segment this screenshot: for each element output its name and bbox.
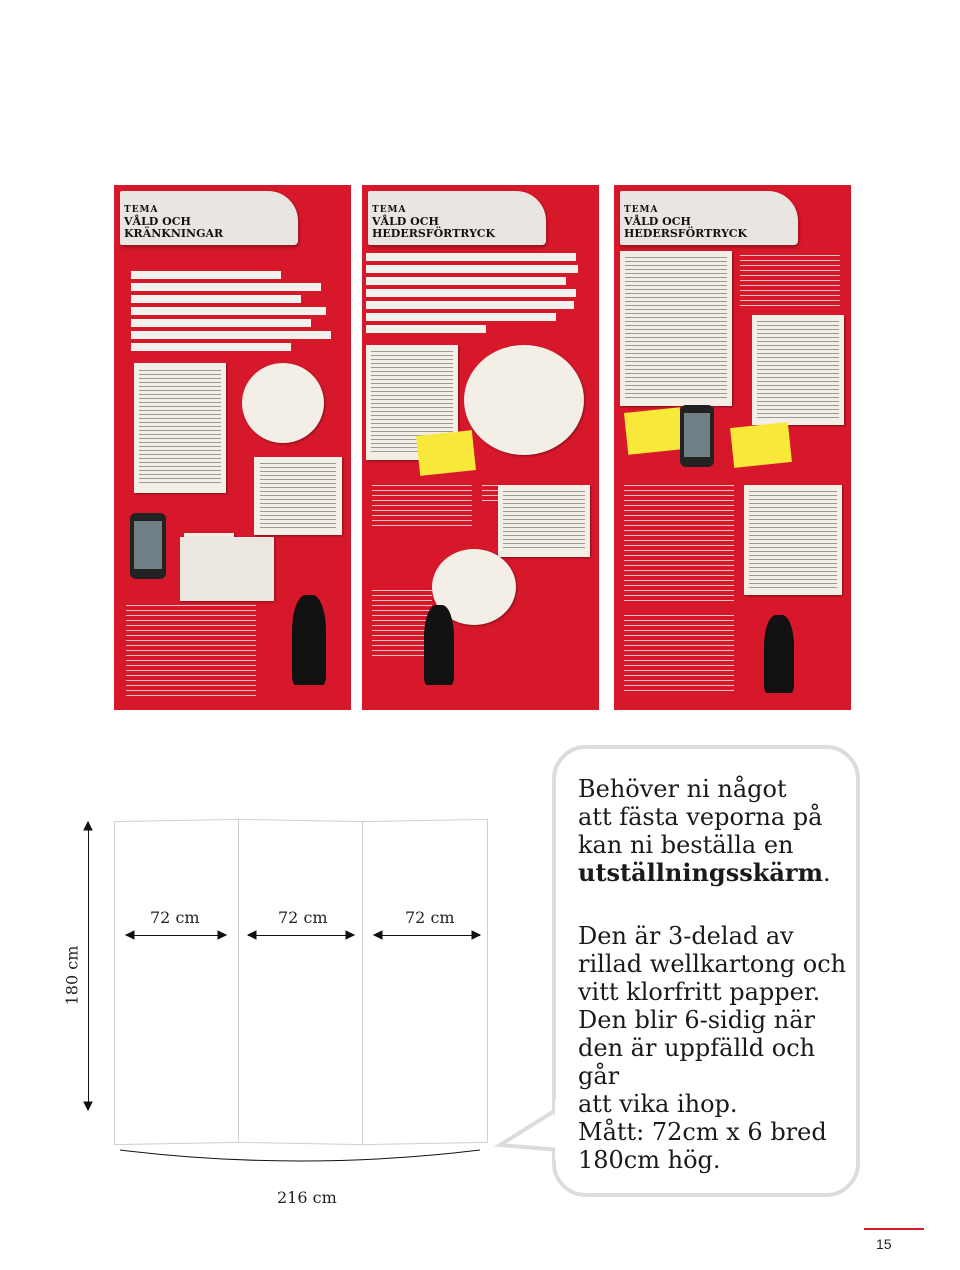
callout-paragraph-2: Den är 3-delad av rillad wellkartong och vitt klorfritt papper. Den blir 6-sidig när den är uppfälld och går att vika ihop. Mått: 72cm x 6 bred 180cm hög. [578, 922, 847, 1174]
speech-burst [464, 345, 584, 455]
screen-panel-1 [114, 819, 240, 1145]
text-stripe [366, 277, 566, 285]
poster-vald-och-hedersfortryck-2 [614, 185, 851, 710]
phone-image [680, 405, 714, 467]
page-number-bar [864, 1228, 924, 1230]
handwritten-text [740, 255, 840, 310]
text-stripe [366, 325, 486, 333]
poster-title: VÅLD OCH HEDERSFÖRTRYCK [624, 215, 748, 240]
sticky-note [624, 407, 684, 455]
sticky-note [730, 422, 792, 468]
body-text [749, 491, 837, 589]
text-stripe [131, 295, 301, 303]
body-text [139, 370, 221, 485]
screen-panel-2 [238, 819, 364, 1145]
height-label: 180 cm [62, 945, 82, 1006]
poster-title: VÅLD OCH HEDERSFÖRTRYCK [372, 215, 496, 240]
text-stripe [366, 265, 578, 273]
text-stripe [131, 331, 331, 339]
poster-tema: TEMA [372, 205, 407, 215]
text-stripe [366, 313, 556, 321]
text-stripe [131, 343, 291, 351]
phone-image [130, 513, 166, 579]
text-stripe [366, 289, 576, 297]
body-text [260, 463, 336, 529]
panel-width-label-2: 72 cm [278, 908, 328, 927]
handwritten-text [372, 485, 472, 527]
text-stripe [366, 301, 574, 309]
silhouette-image [764, 615, 794, 693]
silhouette-image [424, 605, 454, 685]
poster-tema: TEMA [624, 205, 659, 215]
text-stripe [131, 283, 321, 291]
handwritten-text [624, 615, 734, 695]
poster-title: VÅLD OCH KRÄNKNINGAR [124, 215, 224, 240]
text-stripe [131, 307, 326, 315]
text-box [180, 537, 274, 601]
handwritten-text [624, 485, 734, 605]
body-text [503, 491, 585, 551]
width-arrow-2 [248, 935, 354, 936]
handwritten-text [126, 605, 256, 700]
text-stripe [131, 319, 311, 327]
text-stripe [366, 253, 576, 261]
poster-valld-och-krankningar [114, 185, 351, 710]
width-arrow-1 [126, 935, 226, 936]
body-text [757, 321, 839, 419]
panel-width-label-3: 72 cm [405, 908, 455, 927]
panel-width-label-1: 72 cm [150, 908, 200, 927]
screen-product-name: utställningsskärm [578, 858, 823, 887]
handwritten-text [372, 590, 432, 660]
width-arrow-3 [374, 935, 480, 936]
total-width-label: 216 cm [277, 1188, 337, 1207]
screen-panel-3 [362, 819, 488, 1145]
silhouette-image [292, 595, 326, 685]
sticky-note [416, 430, 476, 476]
callout-paragraph-1: Behöver ni något att fästa veporna på kan ni beställa en utställningsskärm. [578, 775, 831, 887]
speech-burst [242, 363, 324, 443]
page-number: 15 [876, 1236, 892, 1252]
body-text [625, 257, 727, 400]
poster-vald-och-hedersfortryck-1 [362, 185, 599, 710]
text-stripe [131, 271, 281, 279]
height-arrow [88, 822, 89, 1110]
poster-tema: TEMA [124, 205, 159, 215]
